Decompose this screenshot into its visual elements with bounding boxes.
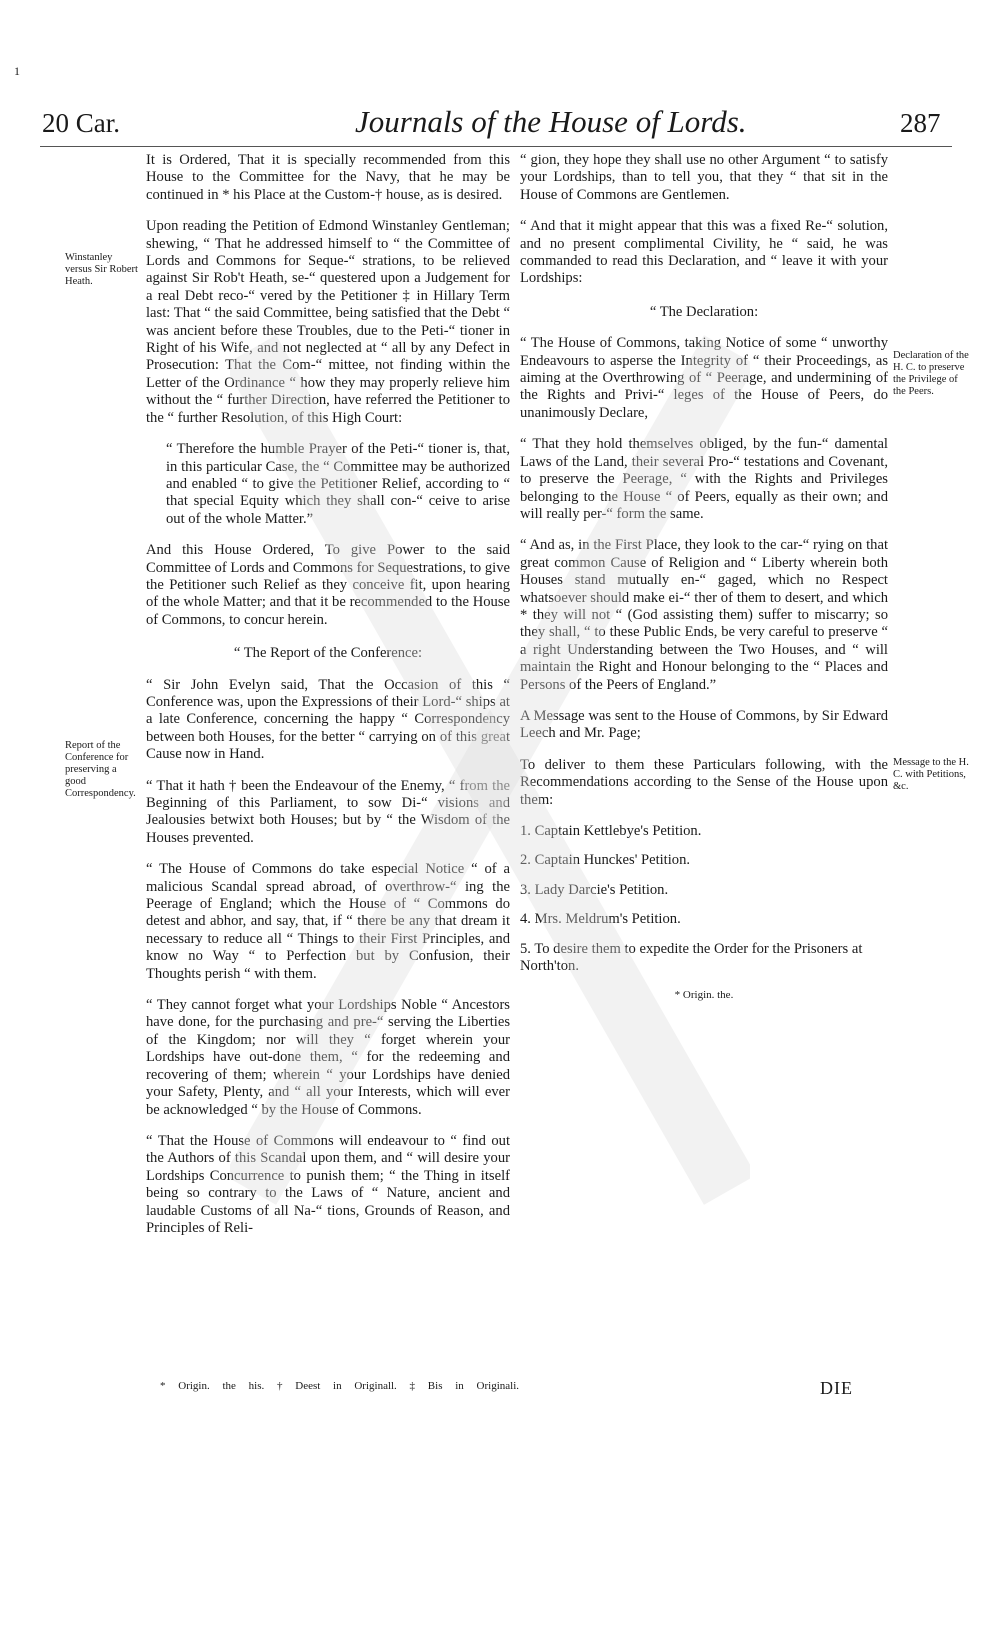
left-paragraph: “ The Report of the Conference: xyxy=(233,645,423,662)
catchword: DIE xyxy=(820,1378,853,1398)
right-paragraph: “ That they hold themselves obliged, by the fun-“ damental Laws of the Land, their several Pro-“ testations and Covenant, to preserve the Peerage, “ with the Rights and Privileges belonging to the House “ of Peers, equally as their own; and will really per-“ form the same. xyxy=(520,436,888,522)
margin-note-message: Message to the H. C. with Petitions, &c. xyxy=(893,757,969,792)
right-paragraph: “ The House of Commons, taking Notice of some “ unworthy Endeavours to asperse the Integrity of “ their Proceedings, as aiming at the Overthrowing of “ Peerage, and undermining of the Rights and Privi-“ leges of the House of Peers, do unanimously Declare, xyxy=(520,335,888,421)
right-paragraph: 5. To desire them to expedite the Order for the Prisoners at North'ton. xyxy=(520,940,863,975)
header-rule xyxy=(40,146,952,147)
margin-note-winstanley: Winstanley versus Sir Robert Heath. xyxy=(65,252,138,287)
running-head-title: Journals of the House of Lords. xyxy=(355,104,747,139)
left-paragraph: “ Therefore the humble Prayer of the Peti-“ tioner is, that, in this particular Case, the “ Committee may be authorized and enabled “ to give the Petitioner Relief, according to “ that special Equity which they shall con-“ ceive to arise out of the whole Matter.” xyxy=(166,441,510,527)
left-paragraph: “ The House of Commons do take especial Notice “ of a malicious Scandal spread abroad, of overthrow-“ ing the Peerage of England; which the House of “ Commons do detest and abhor, and say, that, if “ there be any that dream it necessary to reduce all “ Things to their First Principles, and know no Way “ to Perfection but by Confusion, their Thoughts perish “ with them. xyxy=(146,861,510,982)
right-paragraph: “ gion, they hope they shall use no other Argument “ to satisfy your Lordships, than to tell you, that they “ that sit in the House of Commons are Gentlemen. xyxy=(520,152,888,203)
right-paragraph: To deliver to them these Particulars following, with the Recommendations according to the Sense of the House upon them: xyxy=(520,756,888,808)
left-paragraph: It is Ordered, That it is specially recommended from this House to the Committee for the Navy, that he may be continued in * his Place at the Custom-† house, as is desired. xyxy=(146,152,510,203)
right-paragraph: * Origin. the. xyxy=(674,989,734,1002)
left-paragraph: And this House Ordered, To give Power to the said Committee of Lords and Commons for Sequestrations, to give the Petitioner such Relief as they conceive fit, upon hearing of the whole Matter; and that it be recommended to the House of Commons, to concur herein. xyxy=(146,542,510,628)
right-paragraph: 2. Captain Hunckes' Petition. xyxy=(520,852,691,869)
running-head-left: 20 Car. xyxy=(42,108,120,138)
page-mark: 1 xyxy=(14,64,20,78)
left-paragraph: Upon reading the Petition of Edmond Winstanley Gentleman; shewing, “ That he addressed himself to “ the Committee of Lords and Commons for Seque-“ strations, to be relieved against Sir Rob't Heath, se-“ questered upon a Judgement for a real Debt reco-“ vered by the Petitioner ‡ in Hillary Term last: That “ the said Committee, being satisfied that the Debt “ was ancient before these Troubles, due to the Peti-“ tioner in Right of his Wife, and not neglected at “ all by any Defect in Prosecution: That the Com-“ mittee, not finding within the Letter of the Ordinance “ how they may properly relieve him without the “ further Direction, have referred the Petitioner to the “ further Resolution, of this High Court: xyxy=(146,218,510,426)
left-paragraph: “ That the House of Commons will endeavour to “ find out the Authors of this Scandal upon them, and “ will desire your Lordships Concurrence to punish them; “ the Thing in itself being so contrary to the Laws of “ Nature, ancient and laudable Customs of all Na-“ tions, Grounds of Reason, and Principles of Reli- xyxy=(146,1132,510,1236)
right-column xyxy=(520,152,888,1019)
left-paragraph: “ That it hath † been the Endeavour of the Enemy, “ from the Beginning of this Parliament, to sow Di-“ visions and Jealousies betwixt both Houses; but by “ the Wisdom of the Houses prevented. xyxy=(146,777,510,846)
right-paragraph: A Message was sent to the House of Commons, by Sir Edward Leech and Mr. Page; xyxy=(520,707,888,742)
right-paragraph: “ The Declaration: xyxy=(649,303,759,320)
right-paragraph: 3. Lady Darcie's Petition. xyxy=(520,881,669,898)
left-column xyxy=(146,152,510,1251)
right-paragraph: 1. Captain Kettlebye's Petition. xyxy=(520,823,702,839)
margin-note-conference: Report of the Conference for preserving a good Correspondency. xyxy=(65,740,136,799)
left-paragraph: “ They cannot forget what your Lordships Noble “ Ancestors have done, for the purchasing and pre-“ serving the Liberties of the Kingdom; nor will they “ forget wherein your Lordships have out-done them, “ for the redeeming and recovering of them; wherein “ your Lordships have denied your Safety, Plenty, and “ all your Interests, which will ever be acknowledged “ by the House of Commons. xyxy=(146,997,510,1118)
right-paragraph: 4. Mrs. Meldrum's Petition. xyxy=(520,911,681,928)
margin-note-declaration: Declaration of the H. C. to preserve the Privilege of the Peers. xyxy=(893,350,969,397)
right-paragraph: “ And that it might appear that this was a fixed Re-“ solution, and no present complimental Civility, he “ said, he was commanded to read this Declaration, and “ leave it with your Lordships: xyxy=(520,218,888,287)
left-paragraph: “ Sir John Evelyn said, That the Occasion of this “ Conference was, upon the Expressions of their Lord-“ ships at a late Conference, concerning the happy “ Correspondency between both Houses, for the better “ carrying on of this great Cause now in Hand. xyxy=(146,676,510,763)
footnotes: * Origin. the his. † Deest in Originall. ‡ Bis in Originali. xyxy=(160,1380,520,1392)
page-number: 287 xyxy=(900,108,941,138)
right-paragraph: “ And as, in the First Place, they look to the car-“ rying on that great common Cause of Religion and “ Liberty wherein both Houses stand mutually en-“ gaged, which no Respect whatsoever should make ei-“ ther of them to desert, and which * they will not “ (God assisting them) suffer to miscarry; so they shall, “ to these Public Ends, be very careful to preserve “ a right Understanding between the Two Houses, and “ will maintain the Right and Honour belonging to the “ Places and Persons of the Peers of England.” xyxy=(520,537,888,693)
